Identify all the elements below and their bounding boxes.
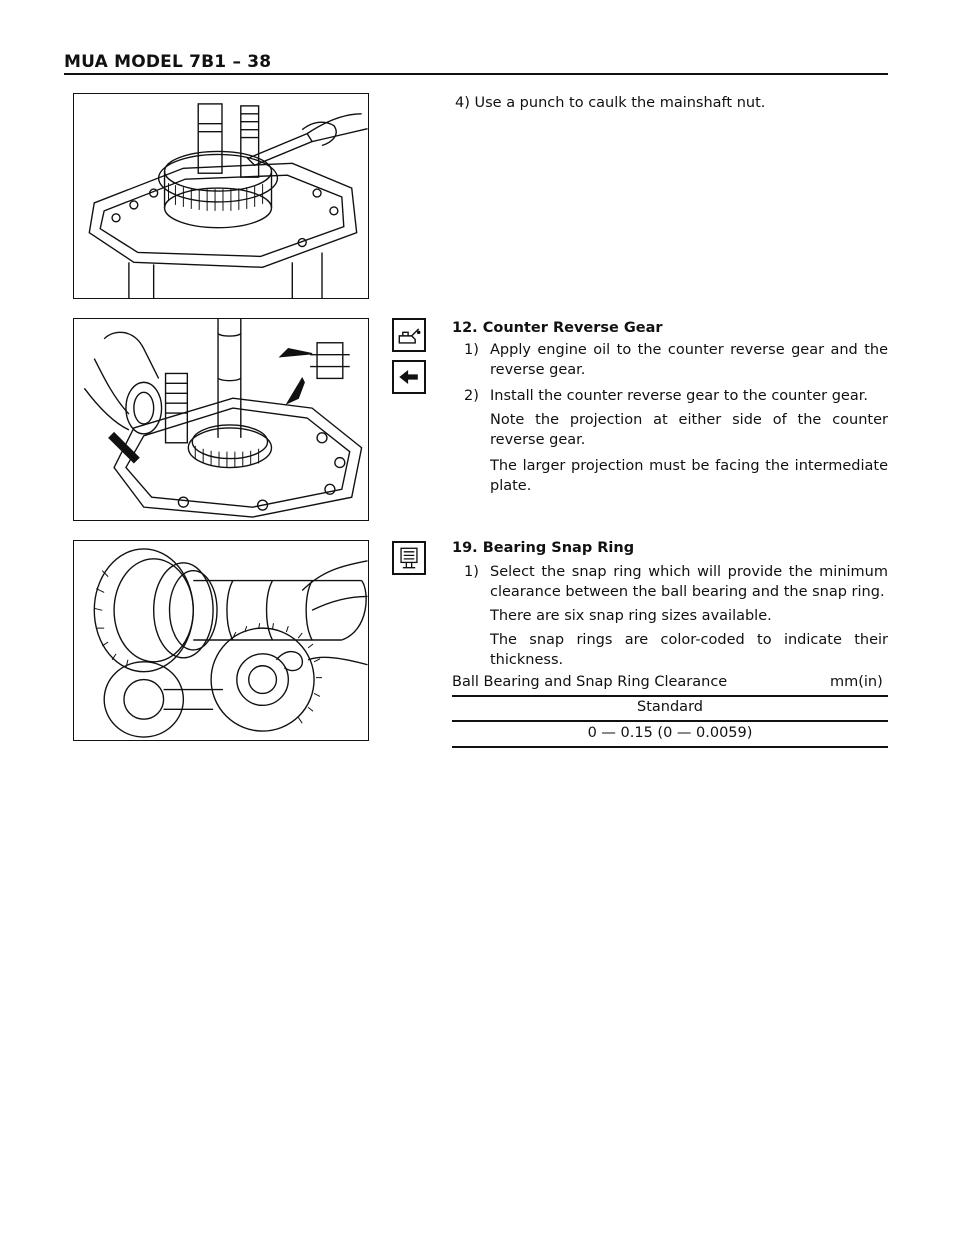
figure-caulk-mainshaft-nut <box>73 93 369 299</box>
section-12-note-2: The larger projection must be facing the intermediate plate. <box>490 458 888 494</box>
section-19-note-1: There are six snap ring sizes available. <box>490 608 772 624</box>
header-rule <box>64 73 888 75</box>
section-19-heading: 19. Bearing Snap Ring <box>452 540 635 556</box>
page-header-title: MUA MODEL 7B1 – 38 <box>64 52 272 72</box>
table-rule-bottom <box>452 746 888 748</box>
oil-can-icon <box>392 318 426 352</box>
step-4-text: 4) Use a punch to caulk the mainshaft nut. <box>455 95 766 111</box>
select-parts-icon <box>392 541 426 575</box>
table-rule-top <box>452 695 888 697</box>
table-rule-middle <box>452 720 888 722</box>
install-arrow-icon <box>392 360 426 394</box>
table-value-cell: 0 — 0.15 (0 — 0.0059) <box>587 725 753 741</box>
figure-counter-reverse-gear <box>73 318 369 521</box>
section-19-step-1-number: 1) <box>464 564 479 580</box>
section-12-step-1-text: Apply engine oil to the counter reverse gear and the reverse gear. <box>490 342 888 378</box>
figure-bearing-snap-ring <box>73 540 369 741</box>
section-19-note-2: The snap rings are color-coded to indicate their thickness. <box>490 632 888 668</box>
clearance-table-title: Ball Bearing and Snap Ring Clearance <box>452 674 728 690</box>
section-12-step-2-text: Install the counter reverse gear to the counter gear. <box>490 388 868 404</box>
section-12-heading: 12. Counter Reverse Gear <box>452 320 663 336</box>
clearance-table-unit: mm(in) <box>830 674 883 690</box>
section-19-step-1-text: Select the snap ring which will provide the minimum clearance between the ball bearing and the snap ring. <box>490 564 888 600</box>
section-12-step-2-number: 2) <box>464 388 479 404</box>
table-column-header: Standard <box>637 699 703 715</box>
section-12-note-1: Note the projection at either side of the counter reverse gear. <box>490 412 888 448</box>
section-12-step-1-number: 1) <box>464 342 479 358</box>
